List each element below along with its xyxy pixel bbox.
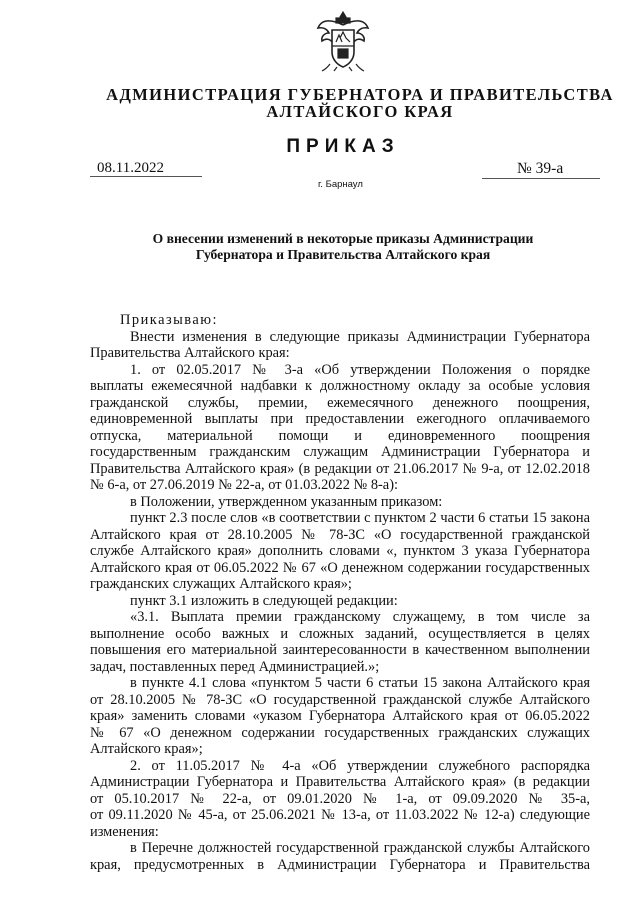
body-line: государственным гражданским служащим Администрации Губернатора и <box>90 444 590 460</box>
body-line: отпуска, материальной помощи и единовременного поощрения <box>90 427 590 444</box>
body-line: края» заменить словами «указом Губернатора Алтайского края от 06.05.2022 <box>90 708 590 724</box>
body-line: 1. от 02.05.2017 № 3-а «Об утверждении Положения о порядке <box>130 361 590 378</box>
body-line: пункт 2.3 после слов «в соответствии с пунктом 2 части 6 статьи 15 закона <box>130 510 590 526</box>
body-line: гражданских служащих Алтайского края»; <box>90 576 352 592</box>
body-line: Алтайского края»; <box>90 741 203 757</box>
body-line: «3.1. Выплата премии гражданскому служащему, в том числе за <box>130 609 590 625</box>
body-line: службе Алтайского края» дополнить словами «, пунктом 3 указа Губернатора <box>90 543 590 559</box>
heading-line-2: АЛТАЙСКОГО КРАЯ <box>266 102 454 121</box>
document-body <box>90 312 590 873</box>
number-underline <box>482 178 600 179</box>
body-line: в Перечне должностей государственной гражданской службы Алтайского <box>130 840 590 856</box>
body-line: от 09.11.2020 № 45-а, от 25.06.2021 № 13-а, от 11.03.2022 № 12-а) следующие <box>90 807 590 823</box>
document-type-title: ПРИКАЗ <box>286 136 400 157</box>
organization-heading <box>0 86 640 120</box>
document-city: г. Барнаул <box>318 179 363 190</box>
body-line: задач, поставленных перед Администрацией.»; <box>90 658 380 675</box>
document-date: 08.11.2022 <box>97 160 164 176</box>
body-line: в пункте 4.1 слова «пунктом 5 части 6 статьи 15 закона Алтайского края <box>130 675 590 691</box>
date-underline <box>90 176 202 177</box>
body-line: от 28.10.2005 № 78-ЗС «О государственной гражданской службе Алтайского <box>90 691 590 708</box>
body-line: изменения: <box>90 823 159 840</box>
body-line: пункт 3.1 изложить в следующей редакции: <box>130 592 398 609</box>
body-line: выплаты ежемесячной надбавки к должностному окладу за особые условия <box>90 378 590 394</box>
body-line: повышения его материальной заинтересованности в качественном выполнении <box>90 642 590 658</box>
body-line: № 6-а, от 27.06.2019 № 22-а, от 01.03.2022 № 8-а): <box>90 477 398 493</box>
subject-line-1: О внесении изменений в некоторые приказы Администрации <box>152 231 534 246</box>
body-line: Алтайского края от 28.10.2005 № 78-ЗС «О государственной гражданской <box>90 526 590 543</box>
body-line: Правительства Алтайского края: <box>90 345 290 361</box>
body-line: от 05.10.2017 № 22-а, от 09.01.2020 № 1-а, от 09.09.2020 № 35-а, <box>90 790 590 807</box>
body-line: выполнение особо важных и сложных заданий, осуществляется в целях <box>90 625 590 642</box>
body-line: края, предусмотренных в Администрации Губернатора и Правительства <box>90 856 590 873</box>
document-number: № 39-а <box>517 160 564 177</box>
body-line: в Положении, утвержденном указанным приказом: <box>130 493 443 510</box>
body-line: гражданской службы, премии, ежемесячного денежного поощрения, <box>90 394 590 411</box>
document-subject <box>0 231 640 263</box>
body-line: Администрации Губернатора и Правительства Алтайского края» (в редакции <box>90 774 590 790</box>
body-line: № 67 «О денежном содержании государственных гражданских служащих <box>90 724 590 741</box>
body-line: единовременной выплаты при предоставлении ежегодного оплачиваемого <box>90 411 590 427</box>
body-line: 2. от 11.05.2017 № 4-а «Об утверждении служебного распорядка <box>130 757 590 774</box>
body-line: Алтайского края от 06.05.2022 № 67 «О денежном содержании государственных <box>90 559 590 576</box>
subject-line-2: Губернатора и Правительства Алтайского края <box>195 247 491 262</box>
body-line: Правительства Алтайского края» (в редакции от 21.06.2017 № 9-а, от 12.02.2018 <box>90 460 590 477</box>
heading-line-1: АДМИНИСТРАЦИЯ ГУБЕРНАТОРА И ПРАВИТЕЛЬСТВА <box>106 85 614 104</box>
body-line: Внести изменения в следующие приказы Администрации Губернатора <box>130 328 590 345</box>
body-line: Приказываю: <box>120 312 219 328</box>
coat-of-arms-emblem <box>316 8 370 72</box>
